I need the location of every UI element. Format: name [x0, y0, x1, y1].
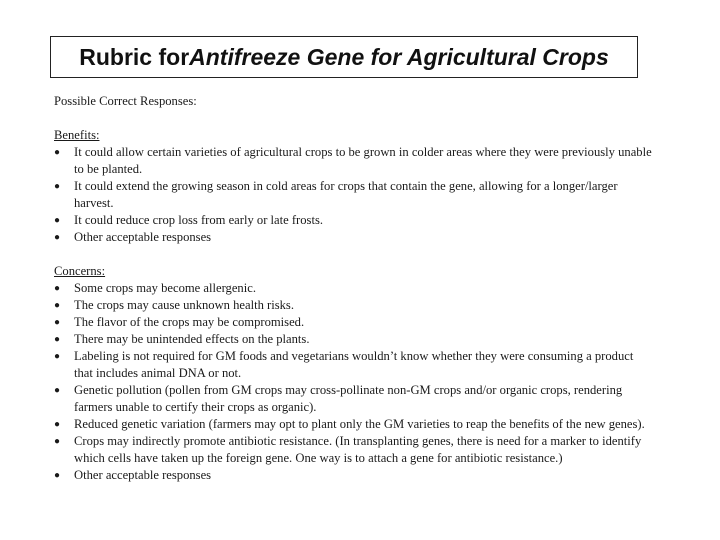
rubric-body [54, 93, 654, 484]
concerns-heading: Concerns: [54, 264, 106, 278]
title-prefix: Rubric for [79, 43, 190, 70]
bullet-icon: ● [54, 317, 61, 328]
concerns-list [54, 280, 654, 484]
list-item: ● It could allow certain varieties of agricultural crops to be grown in colder areas where they were previously unable to be planted. [54, 145, 652, 176]
list-item: ● It could extend the growing season in cold areas for crops that contain the gene, allowing for a longer/larger harvest. [54, 179, 618, 210]
list-item: ● Reduced genetic variation (farmers may opt to plant only the GM varieties to reap the benefits of the new genes). [54, 417, 645, 431]
benefits-list [54, 144, 654, 246]
bullet-icon: ● [54, 300, 61, 311]
bullet-icon: ● [54, 351, 61, 362]
list-item: ● Crops may indirectly promote antibiotic resistance. (In transplanting genes, there is need for a marker to identify which cells have taken up the foreign gene. One way is to attach a gene for antibiotic resistance.) [54, 434, 642, 465]
list-item: ● The flavor of the crops may be compromised. [54, 315, 305, 329]
document-title [50, 36, 638, 78]
list-item: ● Other acceptable responses [54, 468, 212, 482]
list-item: ● The crops may cause unknown health risks. [54, 298, 294, 312]
bullet-icon: ● [54, 147, 61, 158]
bullet-icon: ● [54, 334, 61, 345]
list-item: ● Genetic pollution (pollen from GM crops may cross-pollinate non-GM crops and/or organic crops, rendering farmers unable to certify their crops as organic). [54, 383, 623, 414]
bullet-icon: ● [54, 283, 61, 294]
bullet-icon: ● [54, 419, 61, 430]
bullet-icon: ● [54, 215, 61, 226]
benefits-heading: Benefits: [54, 128, 100, 142]
list-item: ● There may be unintended effects on the plants. [54, 332, 310, 346]
bullet-icon: ● [54, 436, 61, 447]
list-item: ● Some crops may become allergenic. [54, 281, 256, 295]
list-item: ● Other acceptable responses [54, 230, 212, 244]
bullet-icon: ● [54, 232, 61, 243]
bullet-icon: ● [54, 470, 61, 481]
list-item: ● Labeling is not required for GM foods and vegetarians wouldn’t know whether they were consuming a product that includes animal DNA or not. [54, 349, 634, 380]
bullet-icon: ● [54, 181, 61, 192]
list-item: ● It could reduce crop loss from early or late frosts. [54, 213, 323, 227]
title-emphasis: Antifreeze Gene for Agricultural Crops [189, 43, 609, 70]
intro-text: Possible Correct Responses: [54, 94, 197, 108]
bullet-icon: ● [54, 385, 61, 396]
